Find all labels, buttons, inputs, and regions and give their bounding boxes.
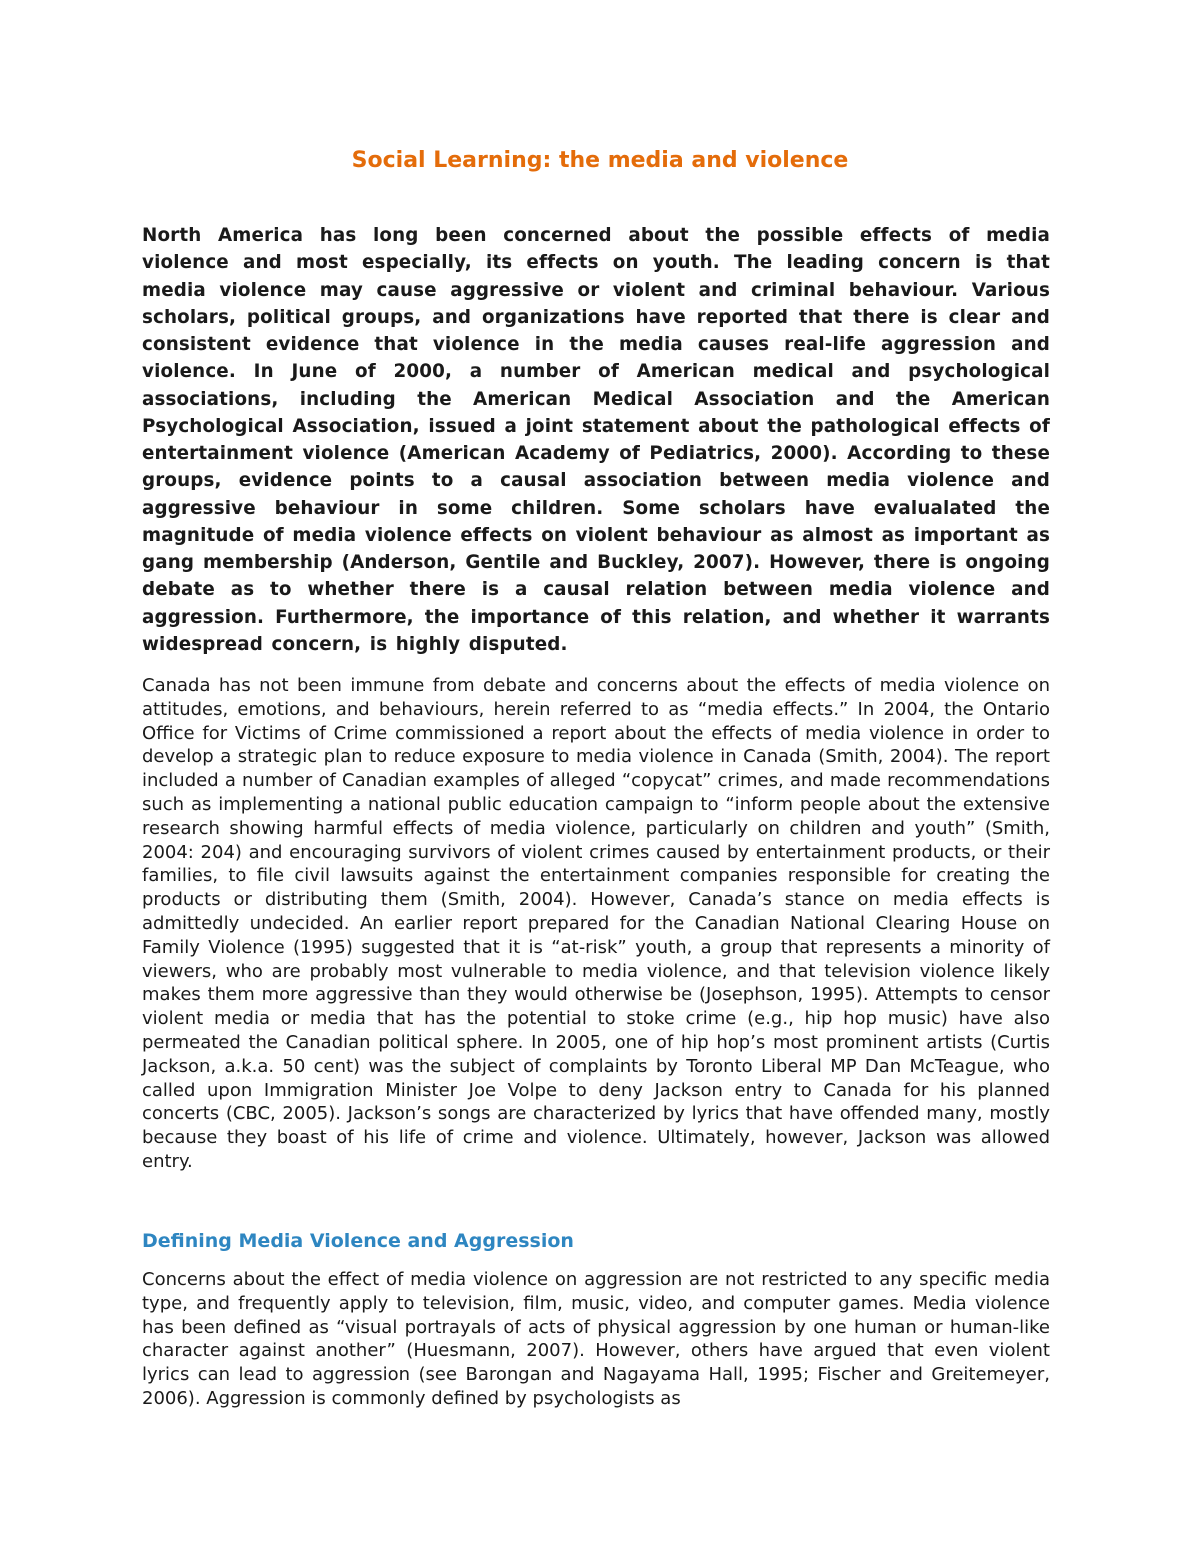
document-page — [142, 0, 1058, 1553]
intro-paragraph: North America has long been concerned about the possible effects of media violence and most especially, its effects on youth. The leading concern is that media violence may cause aggressive or violent and criminal behaviour. Various scholars, political groups, and organizations have reported that there is clear and consistent evidence that violence in the media causes real-life aggression and violence. In June of 2000, a number of American medical and psychological associations, including the American Medical Association and the American Psychological Association, issued a joint statement about the pathological effects of entertainment violence (American Academy of Pediatrics, 2000). According to these groups, evidence points to a causal association between media violence and aggressive behaviour in some children. Some scholars have evalualated the magnitude of media violence effects on violent behaviour as almost as important as gang membership (Anderson, Gentile and Buckley, 2007). However, there is ongoing debate as to whether there is a causal relation between media violence and aggression. Furthermore, the importance of this relation, and whether it warrants widespread concern, is highly disputed. — [142, 225, 1050, 655]
canada-paragraph: Canada has not been immune from debate and concerns about the effects of media violence on attitudes, emotions, and behaviours, herein referred to as “media effects.” In 2004, the Ontario Office for Victims of Crime commissioned a report about the effects of media violence in order to develop a strategic plan to reduce exposure to media violence in Canada (Smith, 2004). The report included a number of Canadian examples of alleged “copycat” crimes, and made recommendations such as implementing a national public education campaign to “inform people about the extensive research showing harmful effects of media violence, particularly on children and youth” (Smith, 2004: 204) and encouraging survivors of violent crimes caused by entertainment products, or their families, to file civil lawsuits against the entertainment companies responsible for creating the products or distributing them (Smith, 2004). However, Canada’s stance on media effects is admittedly undecided. An earlier report prepared for the Canadian National Clearing House on Family Violence (1995) suggested that it is “at-risk” youth, a group that represents a minority of viewers, who are probably most vulnerable to media violence, and that television violence likely makes them more aggressive than they would otherwise be (Josephson, 1995). Attempts to censor violent media or media that has the potential to stoke crime (e.g., hip hop music) have also permeated the Canadian political sphere. In 2005, one of hip hop’s most prominent artists (Curtis Jackson, a.k.a. 50 cent) was the subject of complaints by Toronto Liberal MP Dan McTeague, who called upon Immigration Minister Joe Volpe to deny Jackson entry to Canada for his planned concerts (CBC, 2005). Jackson’s songs are characterized by lyrics that have offended many, mostly because they boast of his life of crime and violence. Ultimately, however, Jackson was allowed entry. — [142, 675, 1050, 1172]
section-heading: Defining Media Violence and Aggression — [142, 1230, 574, 1252]
definition-paragraph: Concerns about the effect of media violence on aggression are not restricted to any specific media type, and frequently apply to television, film, music, video, and computer games. Media violence has been defined as “visual portrayals of acts of physical aggression by one human or human-like character against another” (Huesmann, 2007). However, others have argued that even violent lyrics can lead to aggression (see Barongan and Nagayama Hall, 1995; Fischer and Greitemeyer, 2006). Aggression is commonly defined by psychologists as — [142, 1269, 1050, 1409]
document-title: Social Learning: the media and violence — [351, 148, 849, 173]
